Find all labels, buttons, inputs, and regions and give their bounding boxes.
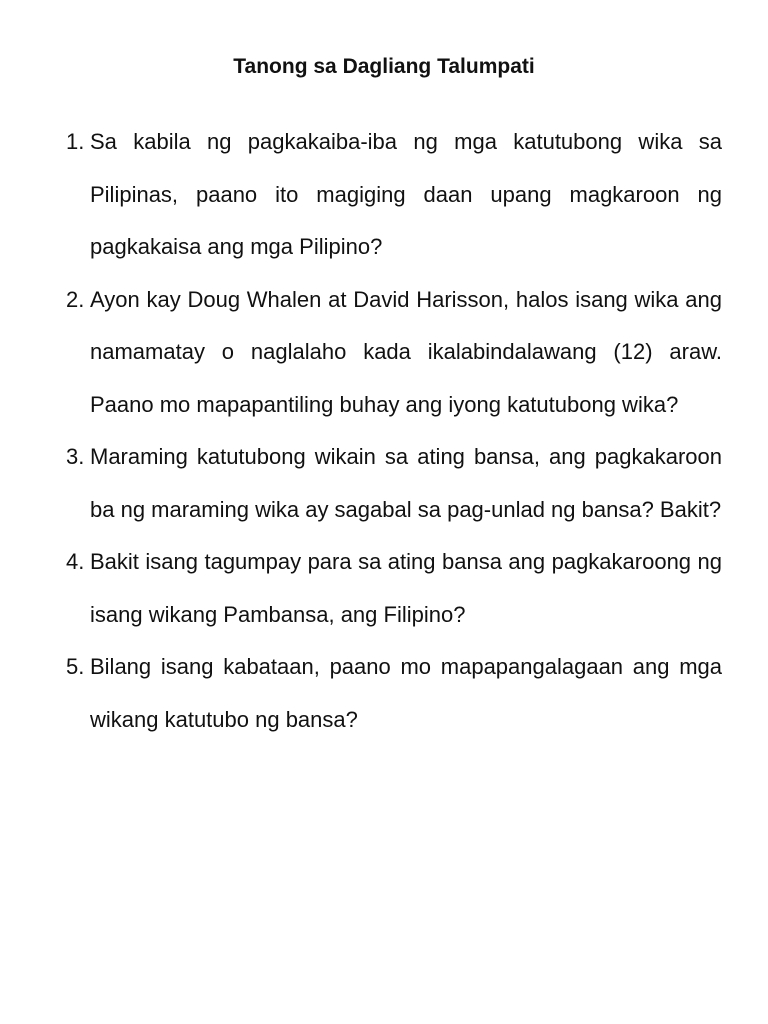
question-number: 3. [66, 444, 85, 469]
question-number: 2. [66, 286, 85, 312]
question-number: 4. [66, 549, 85, 574]
question-text: Bilang isang kabataan, paano mo mapapangalagaan ang mga wikang katutubo ng bansa? [90, 654, 722, 732]
question-text: Maraming katutubong wikain sa ating bansa, ang pagkakaroon ba ng maraming wika ay sagabal sa pag-unlad ng bansa? Bakit? [90, 444, 722, 522]
question-number: 1. [66, 129, 85, 154]
question-list [66, 116, 722, 746]
question-item-5 [66, 641, 722, 746]
document-title: Tanong sa Dagliang Talumpati [233, 55, 535, 78]
question-item-4 [66, 536, 722, 641]
question-text: Ayon kay Doug Whalen at David Harisson, halos isang wika ang namamatay o naglalaho kada ikalabindalawang (12) araw. Paano mo mapapantiling buhay ang iyong katutubong wika? [90, 286, 722, 417]
question-item-3 [66, 431, 722, 536]
question-text: Bakit isang tagumpay para sa ating bansa ang pagkakaroong ng isang wikang Pambansa, ang Filipino? [90, 549, 722, 627]
question-number: 5. [66, 654, 85, 679]
question-item-2 [66, 274, 722, 432]
question-item-1 [66, 116, 722, 274]
question-text: Sa kabila ng pagkakaiba-iba ng mga katutubong wika sa Pilipinas, paano ito magiging daan upang magkaroon ng pagkakaisa ang mga Pilipino? [90, 129, 722, 259]
